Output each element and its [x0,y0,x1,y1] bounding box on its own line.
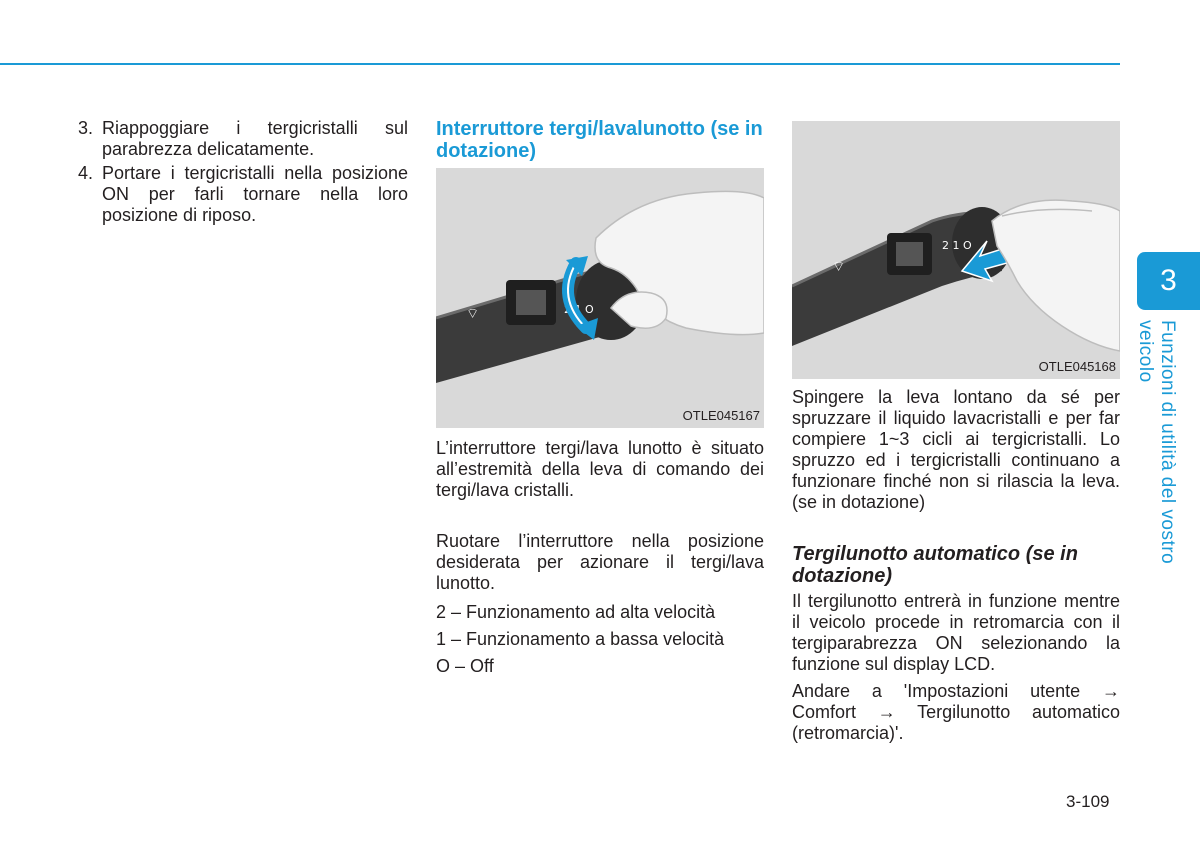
figure-rear-wiper-rotate [436,168,764,428]
svg-text:2 1 O: 2 1 O [942,239,972,252]
chapter-tab: 3 [1137,252,1200,310]
page-number: 3-109 [1066,792,1110,811]
speed-item-high: 2 – Funzionamento ad alta velocità [436,602,716,622]
speed-item-off: O – Off [436,656,494,676]
wiper-stalk-push-illustration [792,121,1120,379]
wiper-stalk-rotate-illustration [436,168,764,428]
column-middle [436,118,764,683]
column-right [792,121,1120,744]
step-text: Portare i tergicristalli nella posizione ON per farli tornare nella loro posizione di riposo. [102,163,408,225]
header-rule [0,63,1120,65]
figure-rear-washer-push [792,121,1120,379]
figure-code: OTLE045168 [1038,359,1116,374]
step-number: 4. [78,163,94,183]
chapter-title: Funzioni di utilità del vostro veicolo [1135,320,1178,565]
paragraph: Andare a 'Impostazioni utente → Comfort → Tergilunotto automatico (retromarcia)'. [792,681,1120,743]
svg-text:2 1 O: 2 1 O [564,303,594,316]
step-3 [78,118,408,160]
figure-code: OTLE045167 [682,408,760,423]
column-left [78,118,408,229]
svg-text:⌔: ⌔ [466,306,480,322]
step-4 [78,163,408,226]
paragraph: Il tergilunotto entrerà in funzione mentre il veicolo procede in retromarcia con il tergiparabrezza ON selezionando la funzione sul display LCD. [792,591,1120,674]
paragraph: Ruotare l’interruttore nella posizione desiderata per azionare il tergi/lava lunotto. [436,531,764,593]
subsection-title: Tergilunotto automatico (se in dotazione) [792,543,1078,587]
speed-item-low: 1 – Funzionamento a bassa velocità [436,629,725,649]
paragraph: L’interruttore tergi/lava lunotto è situato all’estremità della leva di comando dei tergi/lava cristalli. [436,438,764,500]
paragraph: Spingere la leva lontano da sé per spruzzare il liquido lavacristalli e per far compiere 1~3 cicli ai tergicristalli. Lo spruzzo ed i tergicristalli continuano a funzionare finché non si rilascia la leva. (se in dotazione) [792,387,1120,512]
step-text: Riappoggiare i tergicristalli sul parabrezza delicatamente. [102,118,408,159]
section-title: Interruttore tergi/lavalunotto (se in dotazione) [436,118,763,162]
svg-text:⌔: ⌔ [832,259,846,275]
step-number: 3. [78,118,94,138]
